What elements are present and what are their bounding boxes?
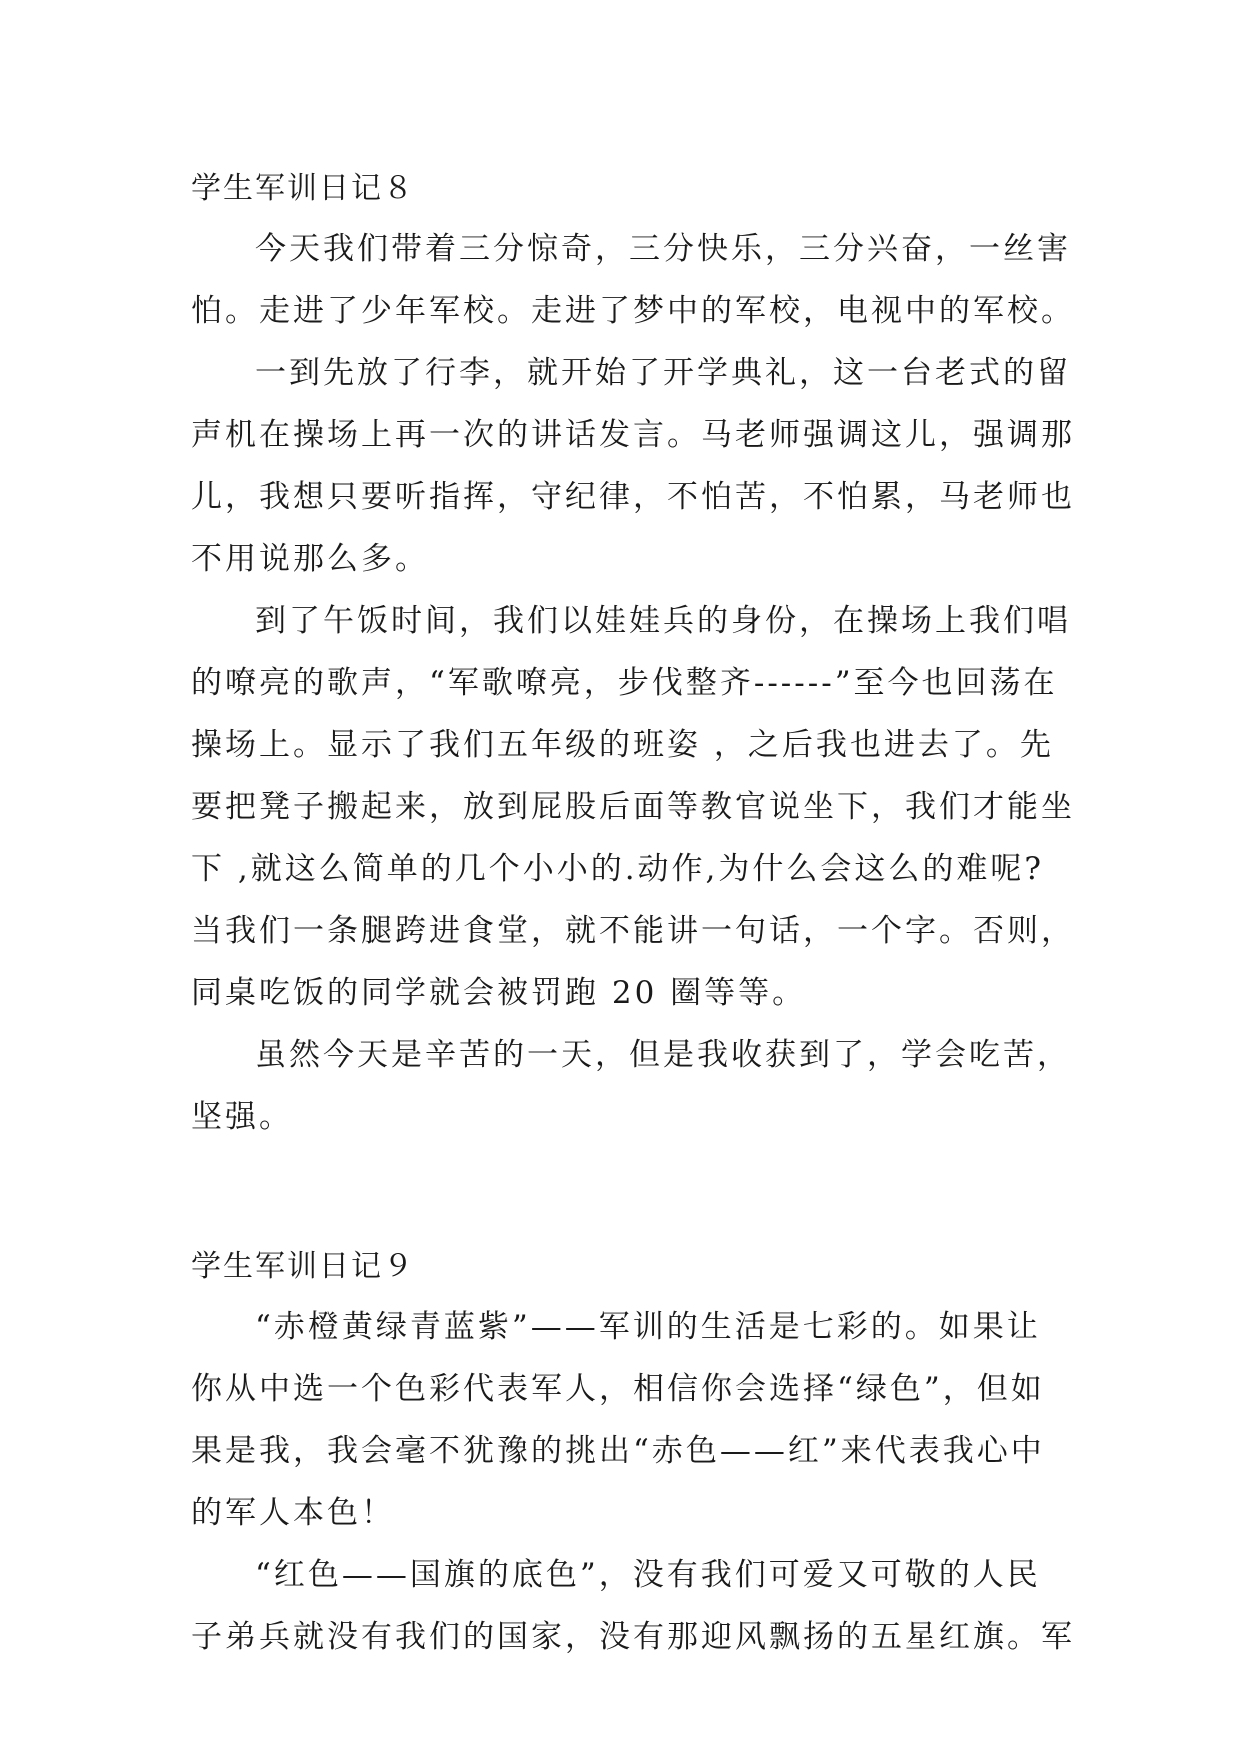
entry-9-title: 学生军训日记９ [191,1249,415,1284]
text-line: 不用说那么多。 [191,541,429,577]
entry-9-paragraph-2 [191,1544,1075,1668]
text-line: 下 ,就这么简单的几个小小的.动作,为什么会这么的难呢? [191,851,1045,887]
text-line: 到了午饭时间，我们以娃娃兵的身份，在操场上我们唱 [255,603,1071,639]
entry-8-paragraph-3 [191,590,1075,1024]
text-line: 子弟兵就没有我们的国家，没有那迎风飘扬的五星红旗。军 [191,1619,1075,1655]
entry-9-paragraph-1 [191,1296,1061,1544]
section-gap [191,1148,1061,1238]
text-line: 坚强。 [191,1099,293,1135]
text-line: 操场上。显示了我们五年级的班姿 ，之后我也进去了。先 [191,727,1054,763]
entry-8-paragraph-4 [191,1024,1071,1148]
document-body [191,160,1075,1668]
text-line: 同桌吃饭的同学就会被罚跑 20 圈等等。 [191,975,807,1011]
text-line: 儿，我想只要听指挥，守纪律，不怕苦，不怕累，马老师也 [191,479,1075,515]
text-line: 一到先放了行李，就开始了开学典礼，这一台老式的留 [255,355,1071,391]
text-line: 要把凳子搬起来，放到屁股后面等教官说坐下，我们才能坐 [191,789,1075,825]
text-line: 的嘹亮的歌声，“军歌嘹亮，步伐整齐------”至今也回荡在 [191,665,1058,701]
text-line: 怕。走进了少年军校。走进了梦中的军校，电视中的军校。 [191,293,1075,329]
entry-8-title: 学生军训日记８ [191,171,415,206]
text-line: 虽然今天是辛苦的一天，但是我收获到了，学会吃苦， [255,1037,1071,1073]
text-line: 的军人本色！ [191,1495,395,1531]
text-line: 声机在操场上再一次的讲话发言。马老师强调这儿，强调那 [191,417,1075,453]
entry-8-paragraph-2 [191,342,1075,590]
text-line: “赤橙黄绿青蓝紫”——军训的生活是七彩的。如果让 [255,1309,1041,1345]
text-line: 你从中选一个色彩代表军人，相信你会选择“绿色”，但如 [191,1371,1045,1407]
text-line: 今天我们带着三分惊奇，三分快乐，三分兴奋，一丝害 [255,231,1071,267]
text-line: 果是我，我会毫不犹豫的挑出“赤色——红”来代表我心中 [191,1433,1045,1469]
text-line: 当我们一条腿跨进食堂，就不能讲一句话，一个字。否则， [191,913,1075,949]
text-line: “红色——国旗的底色”，没有我们可爱又可敬的人民 [255,1557,1041,1593]
entry-8-paragraph-1 [191,218,1075,342]
